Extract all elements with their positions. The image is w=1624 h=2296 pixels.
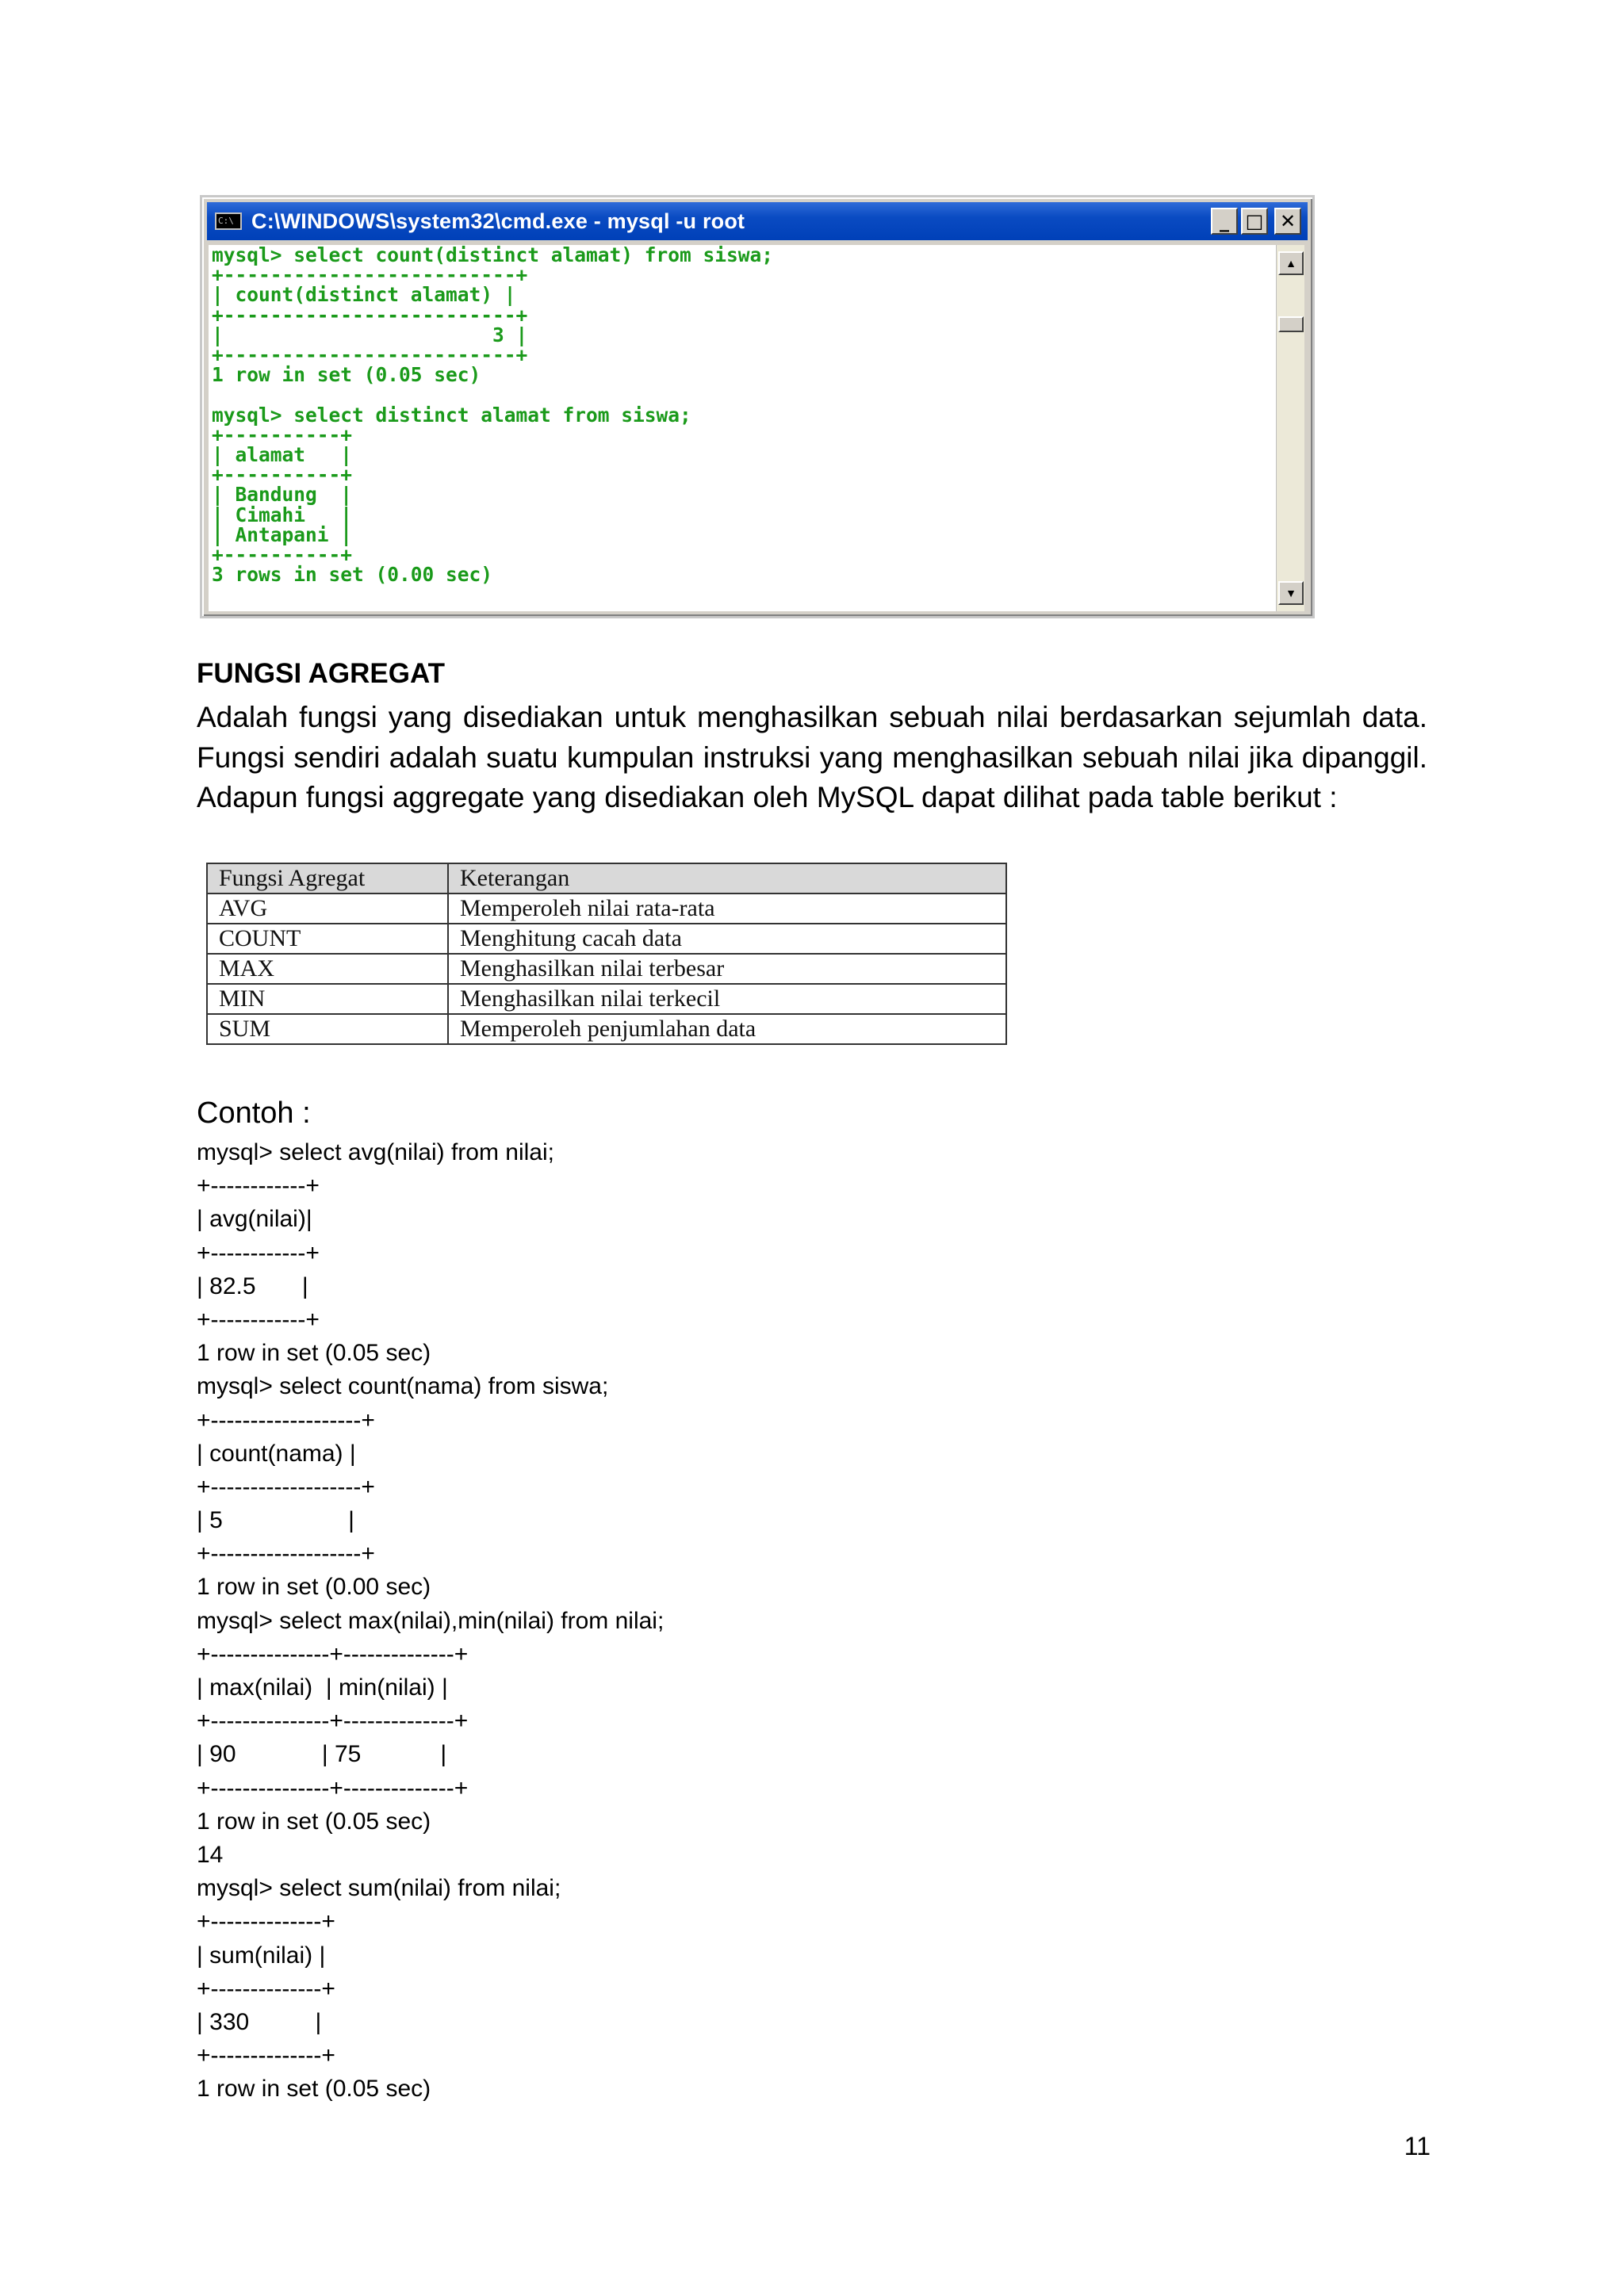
- example-line: 1 row in set (0.05 sec): [197, 1808, 431, 1835]
- example-line: +-------------------+: [197, 1540, 375, 1567]
- example-line: 1 row in set (0.05 sec): [197, 1340, 431, 1367]
- cmd-window-screenshot: [200, 195, 1315, 618]
- table-cell: SUM: [207, 1014, 448, 1044]
- example-line: +------------+: [197, 1239, 320, 1266]
- table-cell: Menghasilkan nilai terbesar: [448, 954, 1006, 984]
- example-line: +--------------+: [197, 1975, 335, 2002]
- example-line: 14: [197, 1841, 224, 1868]
- example-line: +--------------+: [197, 2042, 335, 2069]
- scroll-thumb[interactable]: [1278, 316, 1304, 332]
- example-line: +--------------+: [197, 1908, 335, 1935]
- example-output: [197, 1136, 664, 2106]
- table-cell: COUNT: [207, 924, 448, 954]
- cmd-icon: C:\: [215, 212, 242, 230]
- table-cell: Menghitung cacah data: [448, 924, 1006, 954]
- aggregate-function-table: [206, 863, 1007, 1045]
- example-line: mysql> select max(nilai),min(nilai) from nilai;: [197, 1607, 665, 1634]
- table-row: [207, 1014, 1006, 1044]
- example-line: | 5 |: [197, 1507, 354, 1534]
- window-titlebar: [207, 202, 1308, 240]
- scroll-down-arrow-icon[interactable]: ▼: [1278, 581, 1304, 605]
- section-heading: FUNGSI AGREGAT: [197, 658, 446, 689]
- table-row: [207, 924, 1006, 954]
- scroll-up-arrow-icon[interactable]: ▲: [1278, 251, 1304, 275]
- example-line: 1 row in set (0.00 sec): [197, 1574, 431, 1601]
- example-line: +------------+: [197, 1306, 320, 1333]
- vertical-scrollbar[interactable]: [1276, 245, 1304, 611]
- example-line: | 82.5 |: [197, 1272, 308, 1299]
- example-line: | sum(nilai) |: [197, 1942, 326, 1969]
- example-line: mysql> select count(nama) from siswa;: [197, 1373, 609, 1400]
- example-label: Contoh :: [197, 1096, 311, 1130]
- table-cell: MIN: [207, 984, 448, 1014]
- table-cell: Memperoleh penjumlahan data: [448, 1014, 1006, 1044]
- example-line: mysql> select sum(nilai) from nilai;: [197, 1875, 561, 1902]
- table-cell: MAX: [207, 954, 448, 984]
- example-line: mysql> select avg(nilai) from nilai;: [197, 1139, 554, 1165]
- example-line: +---------------+--------------+: [197, 1708, 469, 1735]
- example-line: +---------------+--------------+: [197, 1640, 469, 1667]
- minimize-button[interactable]: _: [1211, 208, 1238, 235]
- table-row: [207, 984, 1006, 1014]
- table-cell: Memperoleh nilai rata-rata: [448, 894, 1006, 924]
- example-line: +-------------------+: [197, 1406, 375, 1433]
- console-text: mysql> select count(distinct alamat) from siswa; +-------------------------+ | count(distinct alamat) | +-------------------------+ | 3 | +-------------------------+ 1 row in set (0.05 sec) mysql> select distinct alamat from siswa; +----------+ | alamat | +----------+ | Bandung | | Cimahi | | Antapani | +----------+ 3 rows in set (0.00 sec): [212, 245, 774, 587]
- table-cell: AVG: [207, 894, 448, 924]
- example-line: | count(nama) |: [197, 1440, 356, 1467]
- table-cell: Menghasilkan nilai terkecil: [448, 984, 1006, 1014]
- table-row: [207, 894, 1006, 924]
- example-line: +------------+: [197, 1173, 320, 1200]
- table-header-row: [207, 863, 1006, 894]
- example-line: | 330 |: [197, 2008, 322, 2035]
- example-line: | 90 | 75 |: [197, 1741, 447, 1768]
- maximize-button[interactable]: □: [1241, 208, 1268, 235]
- window-title: C:\WINDOWS\system32\cmd.exe - mysql -u root: [251, 209, 745, 233]
- table-row: [207, 954, 1006, 984]
- example-line: +---------------+--------------+: [197, 1774, 469, 1801]
- close-button[interactable]: ✕: [1274, 208, 1301, 235]
- example-line: | avg(nilai)|: [197, 1206, 312, 1233]
- example-line: +-------------------+: [197, 1473, 375, 1500]
- example-line: 1 row in set (0.05 sec): [197, 2076, 431, 2103]
- table-header-cell: Fungsi Agregat: [207, 863, 448, 894]
- page-number: 11: [1404, 2132, 1431, 2160]
- example-line: | max(nilai) | min(nilai) |: [197, 1674, 448, 1701]
- section-paragraph: Adalah fungsi yang disediakan untuk menghasilkan sebuah nilai berdasarkan sejumlah data. Fungsi sendiri adalah suatu kumpulan instruksi yang menghasilkan sebuah nilai jika dipanggil. Adapun fungsi aggregate yang disediakan oleh MySQL dapat dilihat pada table berikut :: [197, 701, 1427, 813]
- table-header-cell: Keterangan: [448, 863, 1006, 894]
- window-controls: [1211, 208, 1301, 235]
- console-output: [209, 245, 1276, 611]
